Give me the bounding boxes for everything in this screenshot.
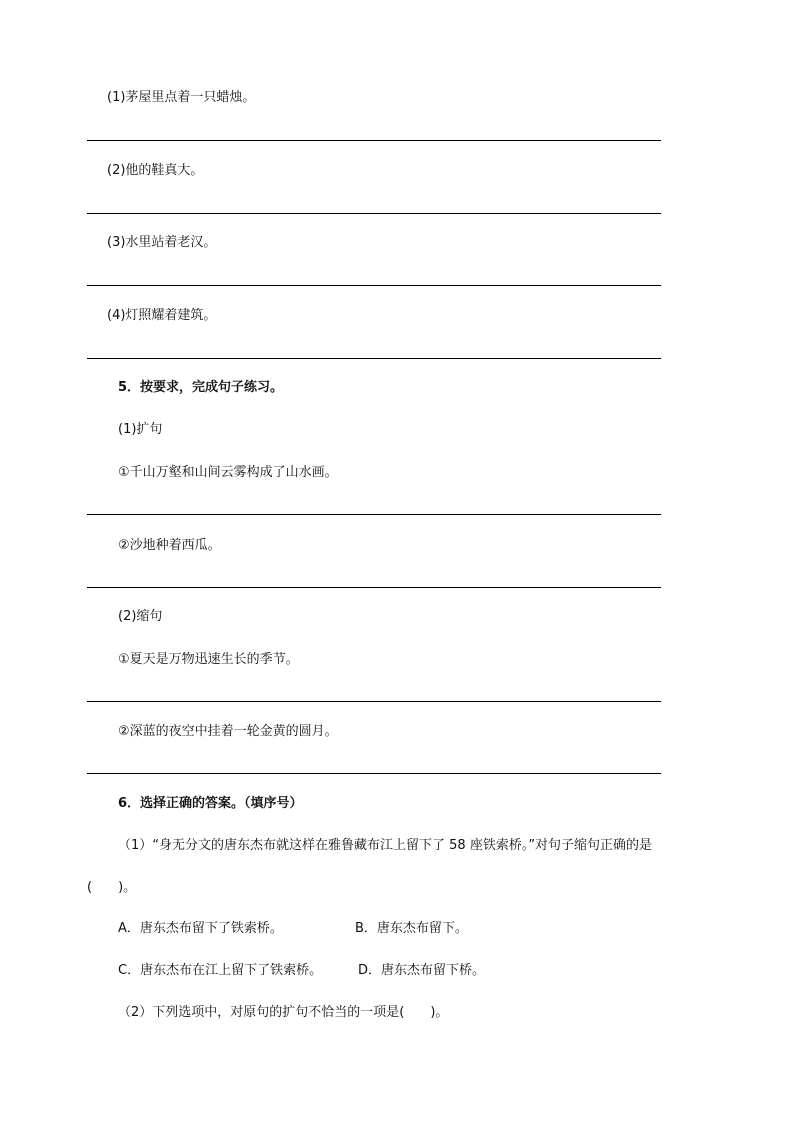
question-6-title: 6．选择正确的答案。（填序号） — [118, 796, 303, 811]
answer-line — [87, 358, 661, 359]
shrink-label: (2)缩句 — [118, 609, 163, 624]
option-c: C．唐东杰布在江上留下了铁索桥。 — [118, 963, 323, 978]
section4-item-4: (4)灯照耀着建筑。 — [107, 308, 217, 323]
question-5-title: 5．按要求，完成句子练习。 — [118, 380, 284, 395]
option-a: A．唐东杰布留下了铁索桥。 — [118, 921, 283, 936]
answer-line — [87, 587, 661, 588]
section4-item-3: (3)水里站着老汉。 — [107, 235, 217, 250]
section4-item-1: (1)茅屋里点着一只蜡烛。 — [107, 90, 256, 105]
shrink-item-2: ②深蓝的夜空中挂着一轮金黄的圆月。 — [118, 724, 338, 739]
section4-item-2: (2)他的鞋真大。 — [107, 163, 204, 178]
shrink-item-1: ①夏天是万物迅速生长的季节。 — [118, 652, 299, 667]
question-6-1-text: （1）“身无分文的唐东杰布就这样在雅鲁藏布江上留下了 58 座铁索桥。”对句子缩句正确的是 — [118, 838, 653, 853]
answer-line — [87, 701, 661, 702]
question-6-2-text: （2）下列选项中，对原句的扩句不恰当的一项是( )。 — [118, 1005, 449, 1020]
option-d: D．唐东杰布留下桥。 — [358, 963, 486, 978]
expand-label: (1)扩句 — [118, 422, 163, 437]
expand-item-1: ①千山万壑和山间云雾构成了山水画。 — [118, 465, 338, 480]
expand-item-2: ②沙地种着西瓜。 — [118, 538, 221, 553]
answer-line — [87, 514, 661, 515]
answer-line — [87, 213, 661, 214]
answer-line — [87, 285, 661, 286]
answer-line — [87, 773, 661, 774]
option-b: B．唐东杰布留下。 — [355, 921, 468, 936]
answer-line — [87, 140, 661, 141]
question-6-1-blank: ( )。 — [87, 880, 137, 895]
